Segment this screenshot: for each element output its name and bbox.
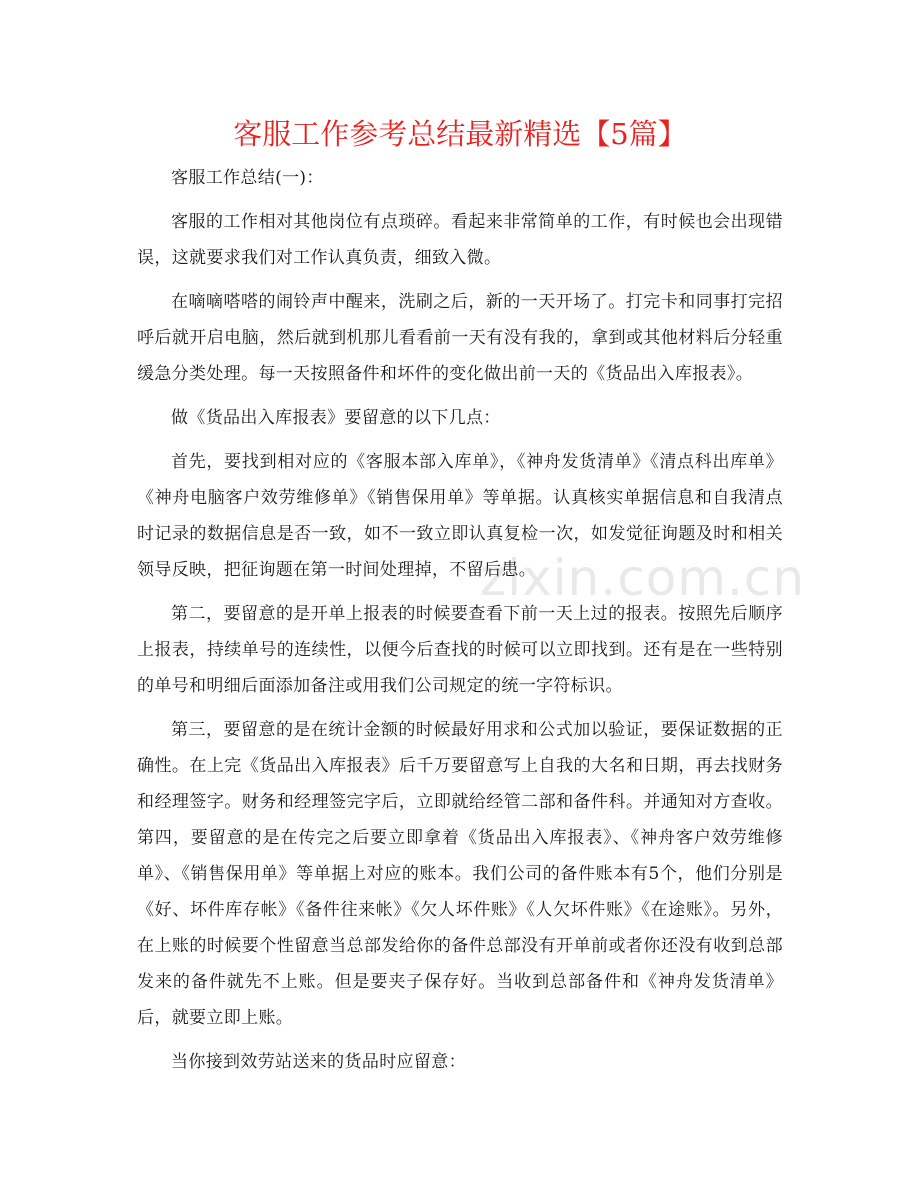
section-heading: 客服工作总结(一)： [171, 168, 324, 188]
paragraph: 首先，要找到相对应的《客服本部入库单》，《神舟发货清单》《清点科出库单》《神舟电脑客户效劳维修单》《销售保用单》等单据。认真核实单据信息和自我清点时记录的数据信息是否一致，如不一致立即认真复检一次，如发觉征询题及时和相关领导反映，把征询题在第一时间处理掉，不留后患。 [137, 452, 783, 580]
paragraph: 当你接到效劳站送来的货品时应留意： [171, 1052, 466, 1072]
paragraph: 在嘀嘀嗒嗒的闹铃声中醒来，洗刷之后，新的一天开场了。打完卡和同事打完招呼后就开启电脑，然后就到机那儿看看前一天有没有我的，拿到或其他材料后分轻重缓急分类处理。每一天按照备件和坏件的变化做出前一天的《货品出入库报表》。 [137, 292, 783, 384]
document-body [137, 160, 783, 1088]
paragraph: 第二，要留意的是开单上报表的时候要查看下前一天上过的报表。按照先后顺序上报表，持续单号的连续性，以便今后查找的时候可以立即找到。还有是在一些特别的单号和明细后面添加备注或用我们公司规定的统一字符标识。 [137, 604, 783, 696]
paragraph: 第三，要留意的是在统计金额的时候最好用求和公式加以验证，要保证数据的正确性。在上完《货品出入库报表》后千万要留意写上自我的大名和日期，再去找财务和经理签字。财务和经理签完字后，立即就给经管二部和备件科。并通知对方查收。第四，要留意的是在传完之后要立即拿着《货品出入库报表》、《神舟客户效劳维修单》、《销售保用单》等单据上对应的账本。我们公司的备件账本有5个，他们分别是《好、坏件库存帐》《备件往来帐》《欠人坏件账》《人欠坏件账》《在途账》。另外，在上账的时候要个性留意当总部发给你的备件总部没有开单前或者你还没有收到总部发来的备件就先不上账。但是要夹子保存好。当收到总部备件和《神舟发货清单》后，就要立即上账。 [137, 720, 783, 1028]
paragraph: 做《货品出入库报表》要留意的以下几点： [171, 408, 501, 428]
watermark: zixin.com.cn [480, 549, 806, 607]
document-title: 客服工作参考总结最新精选【5篇】 [233, 117, 687, 151]
paragraph: 客服的工作相对其他岗位有点琐碎。看起来非常简单的工作，有时候也会出现错误，这就要求我们对工作认真负责，细致入微。 [137, 212, 783, 268]
